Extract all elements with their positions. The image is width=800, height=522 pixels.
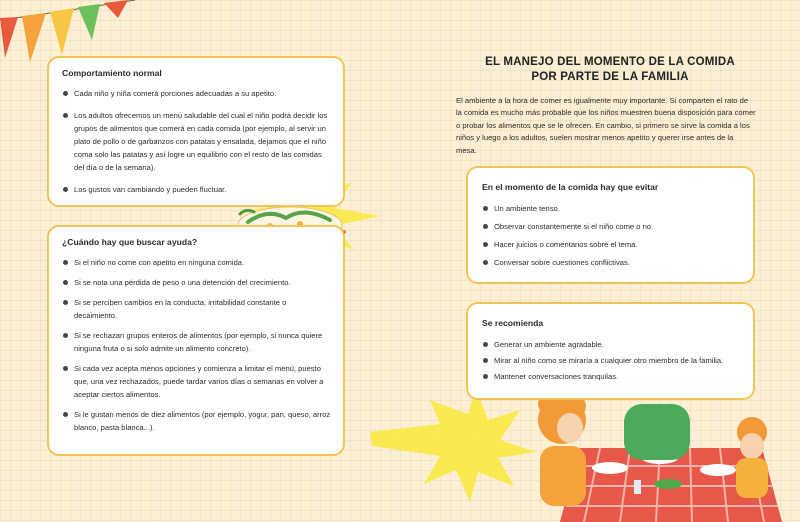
list-item: Si el niño no come con apetito en ninguna comida. — [62, 256, 331, 269]
normal-behavior-card — [47, 56, 345, 207]
avoid-list — [482, 202, 741, 269]
list-item: Si se nota una pérdida de peso o una detención del crecimiento. — [62, 276, 331, 289]
avoid-heading: En el momento de la comida hay que evitar — [482, 182, 659, 192]
list-item: Observar constantemente si el niño come o no. — [482, 220, 741, 233]
recommend-list — [482, 338, 741, 383]
intro-paragraph: El ambiente a la hora de comer es igualmente muy importante. Si comparten el rato de la comida es mucho más probable que los niños muestren buena disposición para comer o probar los alimentos que se le ofrecen. En cambio, si primero se sirve la comida a los niños y luego a los adultos, suelen mostrar menos apetito y querer irse antes de la mesa. — [456, 96, 756, 155]
bunting-flags-illustration — [0, 0, 135, 62]
list-item: Un ambiente tenso. — [482, 202, 741, 215]
seek-help-card — [47, 225, 345, 456]
list-item: Los adultos ofrecemos un menú saludable del cual el niño podrá decidir los grupos de alimentos que comerá en cada comida (por ejemplo, al servir un plato de pollo o de garbanzos con patatas y ensalada, dejamos que el niño coma solo las patatas y así logre un equilibrio con el resto de las comidas del día o de la semana). — [62, 109, 331, 174]
normal-behavior-heading: Comportamiento normal — [62, 68, 162, 78]
normal-behavior-list — [62, 87, 331, 196]
list-item: Si se perciben cambios en la conducta, irritabilidad constante o decaimiento. — [62, 296, 331, 322]
list-item: Generar un ambiente agradable. — [482, 338, 741, 351]
list-item: Mantener conversaciones tranquilas. — [482, 370, 741, 383]
recommend-card — [466, 302, 755, 400]
list-item: Mirar al niño como se miraría a cualquier otro miembro de la familia. — [482, 354, 741, 367]
avoid-card — [466, 166, 755, 284]
child-illustration — [730, 417, 774, 522]
yellow-burst-2 — [370, 388, 536, 502]
list-item: Hacer juicios o comentarios sobre el tema. — [482, 238, 741, 251]
list-item: Si cada vez acepta menos opciones y comienza a limitar el menú, puesto que, una vez rechazados, puede tardar varios días o semanas en volver a aceptar ciertos alimentos. — [62, 362, 331, 401]
list-item: Si se rechazan grupos enteros de alimentos (por ejemplo, si nunca quiere ninguna fruta o si solo admite un alimento concreto). — [62, 329, 331, 355]
list-item: Si le gustan menos de diez alimentos (por ejemplo, yogur, pan, queso, arroz blanco, pasta blanca...). — [62, 408, 331, 434]
recommend-heading: Se recomienda — [482, 318, 544, 328]
woman-illustration — [538, 394, 586, 506]
list-item: Los gustos van cambiando y pueden fluctuar. — [62, 183, 331, 196]
page-title-line-2: POR PARTE DE LA FAMILIA — [531, 71, 689, 83]
list-item: Conversar sobre cuestiones conflictivas. — [482, 256, 741, 269]
page-title — [470, 55, 750, 85]
seek-help-heading: ¿Cuándo hay que buscar ayuda? — [62, 237, 198, 247]
page-title-line-1: EL MANEJO DEL MOMENTO DE LA COMIDA — [485, 56, 735, 68]
seek-help-list — [62, 256, 331, 434]
list-item: Cada niño y niña comerá porciones adecuadas a su apetito. — [62, 87, 331, 100]
